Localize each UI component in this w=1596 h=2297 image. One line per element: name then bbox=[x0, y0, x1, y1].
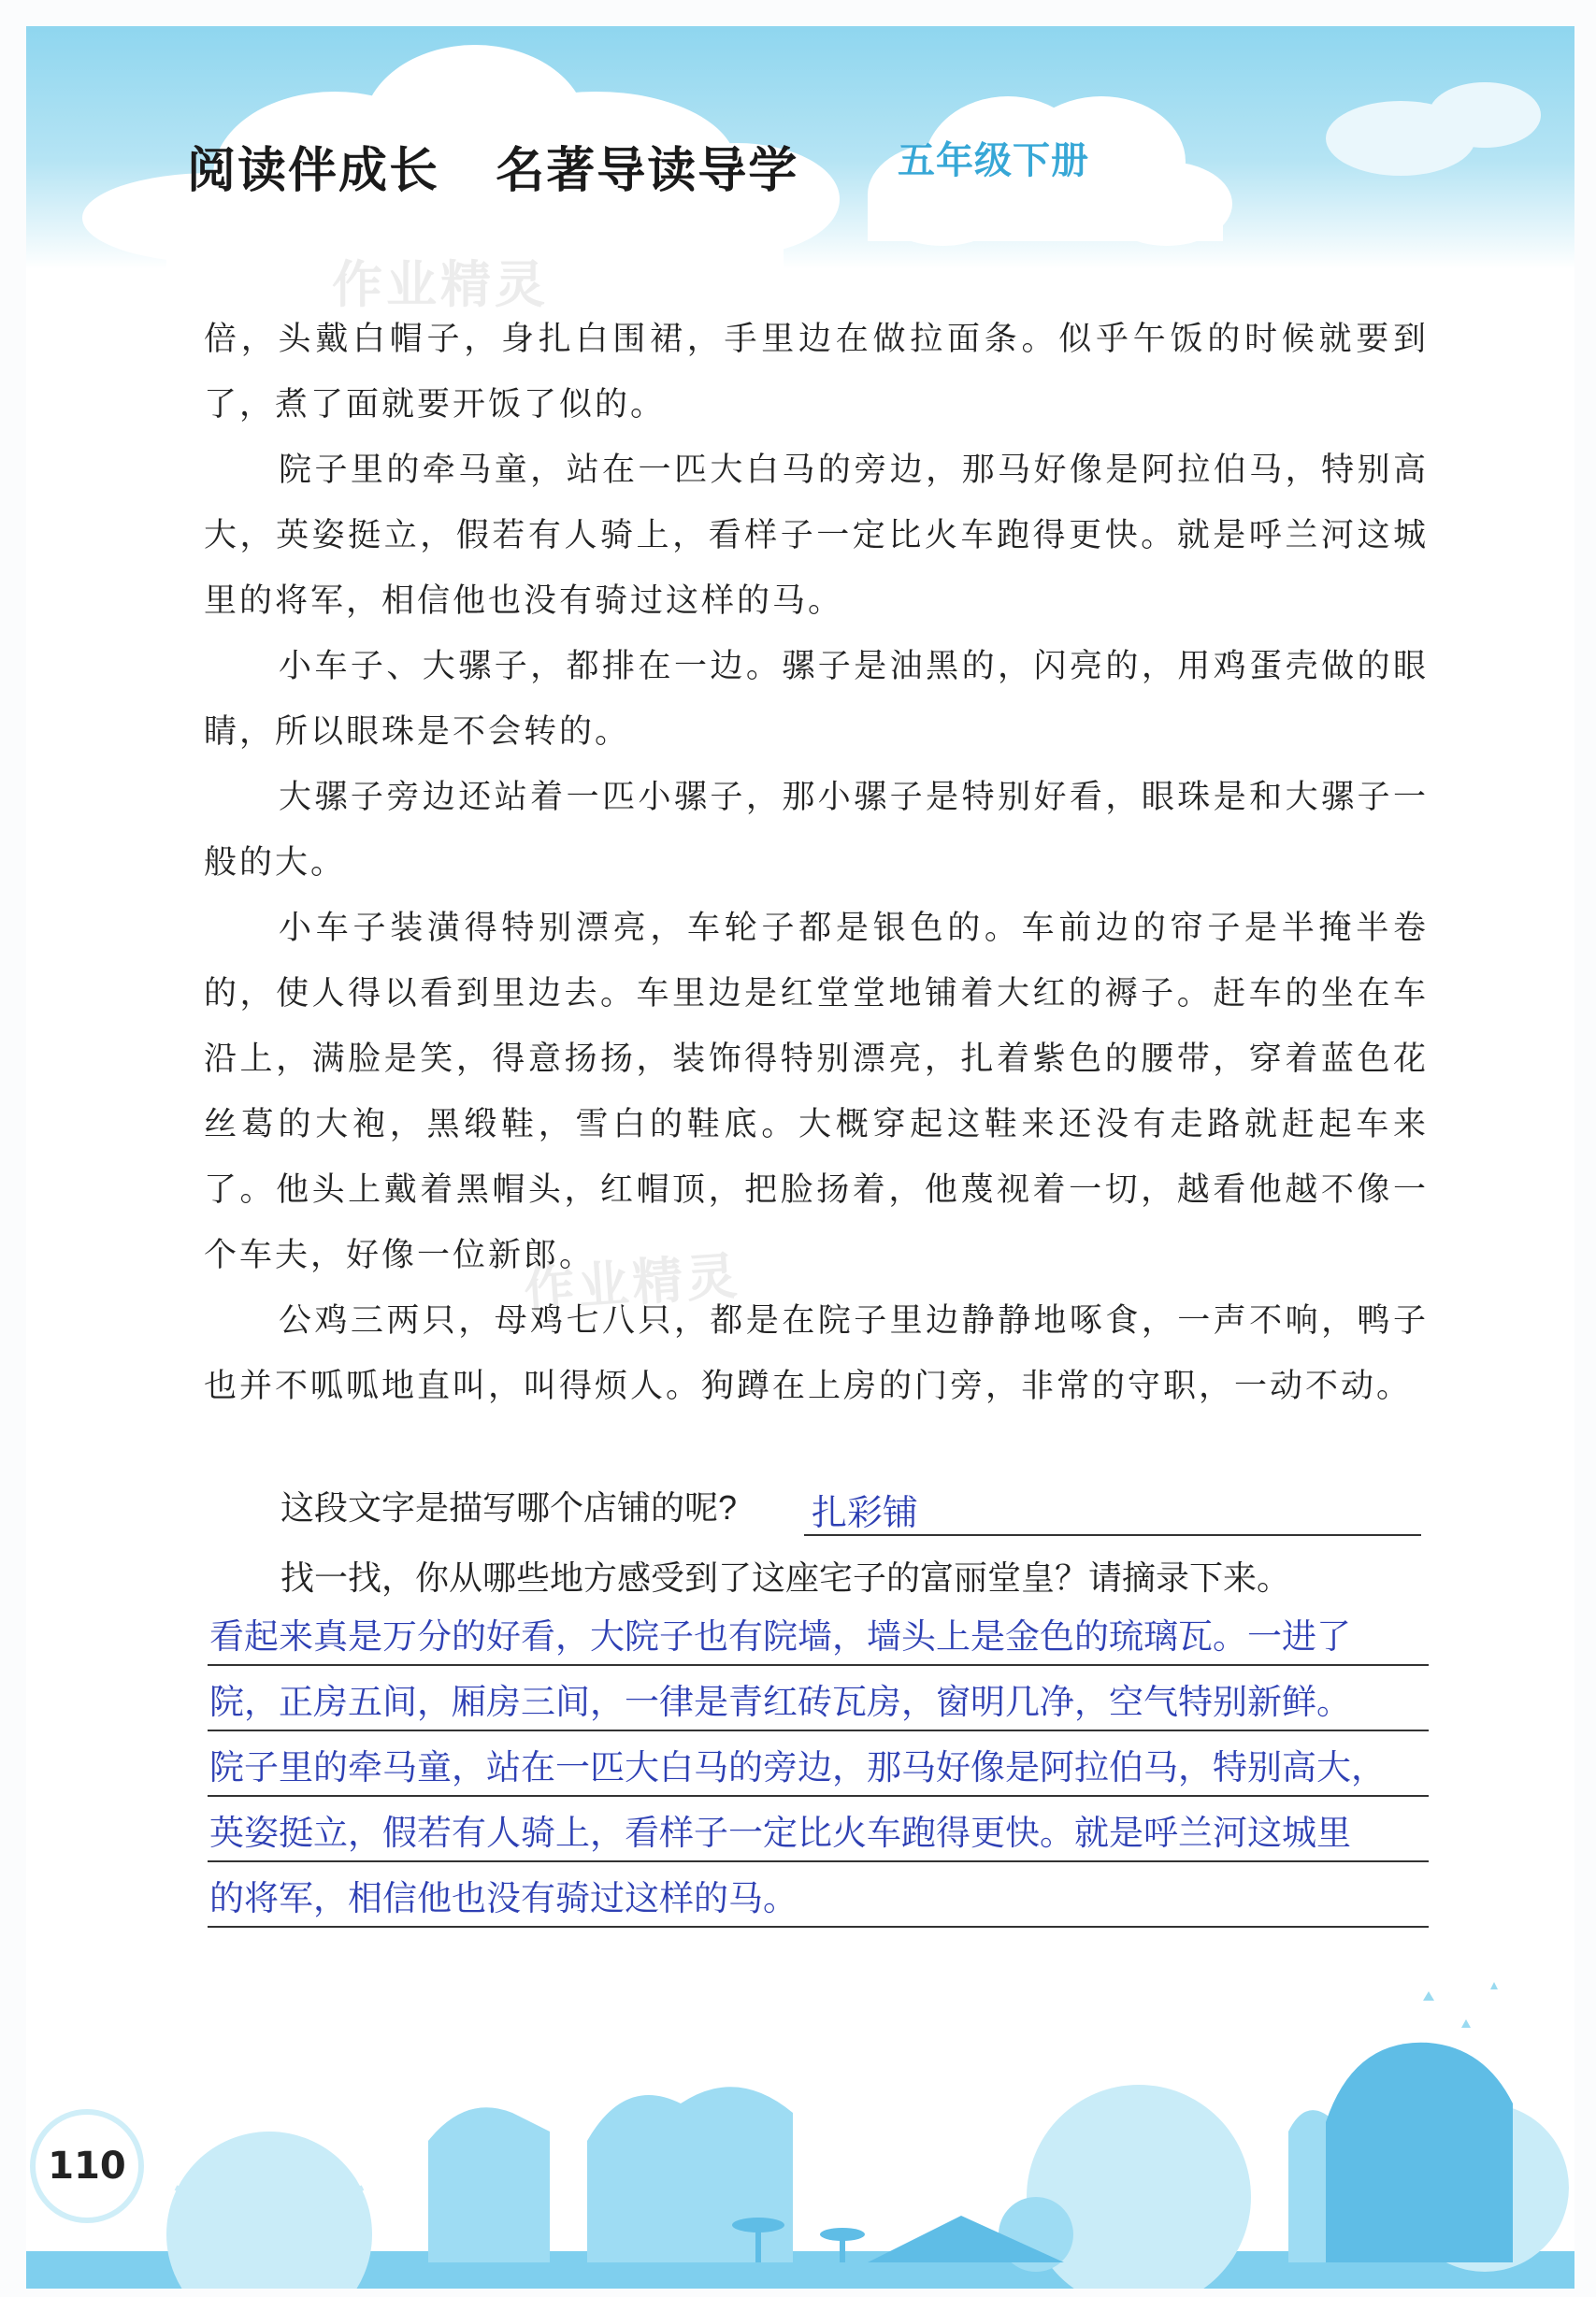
answer-text: 的将军，相信他也没有骑过这样的马。 bbox=[209, 1880, 798, 1918]
passage-paragraph: 公鸡三两只，母鸡七八只，都是在院子里边静静地啄食，一声不响，鸭子也并不呱呱地直叫，叫得烦人。狗蹲在上房的门旁，非常的守职，一动不动。 bbox=[204, 1302, 1429, 1405]
grade-label: 五年级下册 bbox=[898, 139, 1089, 182]
answer-text: 院，正房五间，厢房三间，一律是青红砖瓦房，窗明几净，空气特别新鲜。 bbox=[209, 1684, 1351, 1722]
page-number: 110 bbox=[36, 2115, 138, 2218]
passage-paragraph: 大骡子旁边还站着一匹小骡子，那小骡子是特别好看，眼珠是和大骡子一般的大。 bbox=[204, 779, 1429, 882]
answer-line[interactable] bbox=[208, 1601, 1429, 1666]
answer-line[interactable] bbox=[208, 1731, 1429, 1797]
answer-text: 看起来真是万分的好看，大院子也有院墙，墙头上是金色的琉璃瓦。一进了 bbox=[209, 1618, 1351, 1657]
passage-paragraph: 小车子、大骡子，都排在一边。骡子是油黑的，闪亮的，用鸡蛋壳做的眼睛，所以眼珠是不会转的。 bbox=[204, 648, 1429, 751]
city-skyline-icon bbox=[26, 1954, 1574, 2289]
footer-decoration bbox=[26, 1954, 1574, 2289]
passage-paragraph: 小车子装潢得特别漂亮，车轮子都是银色的。车前边的帘子是半掩半卷的，使人得以看到里边去。车里边是红堂堂地铺着大红的褥子。赶车的坐在车沿上，满脸是笑，得意扬扬，装饰得特别漂亮，扎着紫色的腰带，穿着蓝色花丝葛的大袍，黑缎鞋，雪白的鞋底。大概穿起这鞋来还没有走路就赶起车来了。他头上戴着黑帽头，红帽顶，把脸扬着，他蔑视着一切，越看他越不像一个车夫，好像一位新郎。 bbox=[204, 910, 1429, 1274]
watermark: 作业精灵 bbox=[522, 1245, 743, 1321]
answer-text: 英姿挺立，假若有人骑上，看样子一定比火车跑得更快。就是呼兰河这城里 bbox=[209, 1815, 1351, 1853]
passage-paragraph: 院子里的牵马童，站在一匹大白马的旁边，那马好像是阿拉伯马，特别高大，英姿挺立，假若有人骑上，看样子一定比火车跑得更快。就是呼兰河这城里的将军，相信他也没有骑过这样的马。 bbox=[204, 452, 1429, 620]
answer-text: 院子里的牵马童，站在一匹大白马的旁边，那马好像是阿拉伯马，特别高大， bbox=[209, 1749, 1386, 1787]
question-2-prompt: 找一找，你从哪些地方感受到了这座宅子的富丽堂皇？请摘录下来。 bbox=[280, 1558, 1291, 1597]
watermark: 作业精灵 bbox=[332, 255, 549, 314]
passage-paragraph: 倍，头戴白帽子，身扎白围裙，手里边在做拉面条。似乎午饭的时候就要到了，煮了面就要开饭了似的。 bbox=[204, 321, 1429, 424]
question-1-answer: 扎彩铺 bbox=[812, 1494, 919, 1533]
passage bbox=[204, 307, 1429, 1419]
answer-line[interactable] bbox=[208, 1666, 1429, 1731]
question-1-prompt: 这段文字是描写哪个店铺的呢? bbox=[280, 1488, 738, 1527]
series-title: 阅读伴成长 名著导读导学 bbox=[187, 143, 799, 199]
answer-line[interactable] bbox=[208, 1797, 1429, 1862]
answer-line[interactable] bbox=[208, 1862, 1429, 1928]
question-1-answer-field[interactable] bbox=[804, 1480, 1421, 1536]
